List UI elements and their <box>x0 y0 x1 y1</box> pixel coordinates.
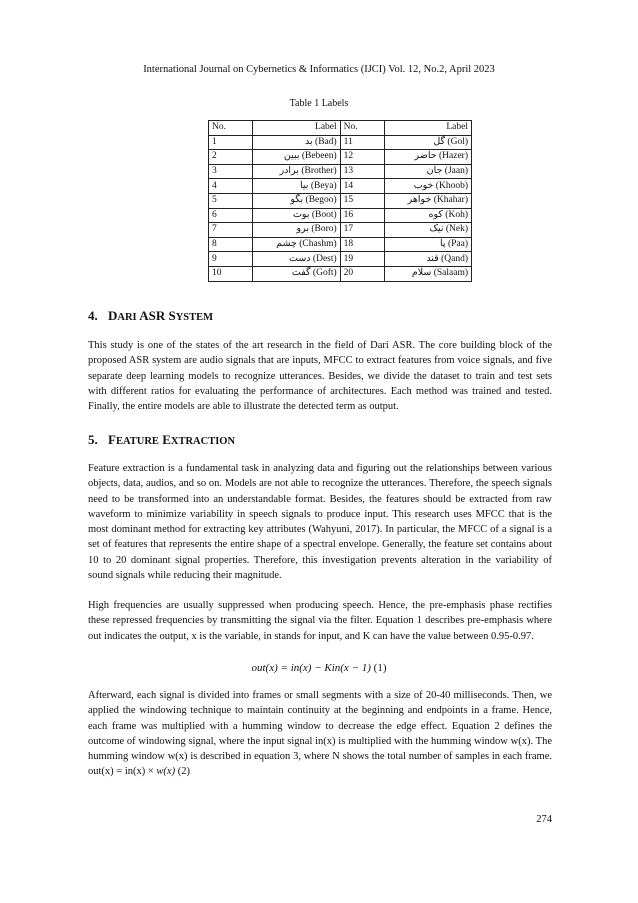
cell-label: کوه (Koh) <box>384 208 471 223</box>
cell-label: ببین (Bebeen) <box>253 150 341 165</box>
cell-no: 7 <box>209 223 253 238</box>
table-row <box>209 150 472 165</box>
cell-no: 13 <box>340 164 384 179</box>
header-label-1: Label <box>253 121 341 136</box>
labels-table <box>208 120 472 282</box>
heading-smallcaps: XTRACTION <box>170 436 236 447</box>
equation-1-body: out(x) = in(x) − Kin(x − 1) <box>251 662 371 674</box>
section-number: 5. <box>88 432 98 447</box>
heading-initial: D <box>108 308 118 323</box>
paragraph-3-text: Afterward, each signal is divided into frames or small segments with a size of 20-40 milliseconds. Then, we applied the windowing technique to maintain continuity at the beginning and endpoints in a frame. Hence, each frame was multiplied with a humming window to decrease the edge effect. Equation 2 defines the outcome of windowing signal, where the input signal in(x) is multiplied with the humming window w(x). The humming window w(x) is described in equation 3, where N shows the total number of samples in each frame. <box>88 690 552 763</box>
heading-initial: F <box>108 432 116 447</box>
cell-no: 18 <box>340 237 384 252</box>
cell-no: 12 <box>340 150 384 165</box>
cell-no: 3 <box>209 164 253 179</box>
heading-initial: S <box>168 308 176 323</box>
section-5-paragraph-1: Feature extraction is a fundamental task in analyzing data and figuring out the relationships between various objects, data, audios, and so on. Models are not able to recognize the utterances. Therefore, the speech signals need to be transformed into an understandable format. Besides, the features should be extracted from raw waveform to minimize variability in speech signals to produce input. This research uses MFCC that is the most dominant method for extracting key attributes (Wahyuni, 2017). In particular, the MFCC of a signal is a set of features that represents the entire shape of a spectral envelope. Generally, the feature set contains about 10 to 20 dominant signal properties. Therefore, this investigation prevents alteration in the variability of sound signals while reducing their magnitude. <box>88 463 552 582</box>
section-5-paragraph-3 <box>88 688 552 780</box>
table-row <box>209 252 472 267</box>
equation-2-label: (2) <box>177 766 190 778</box>
heading-smallcaps: YSTEM <box>175 312 214 323</box>
cell-no: 6 <box>209 208 253 223</box>
table-row <box>209 223 472 238</box>
cell-label: بد (Bad) <box>253 135 341 150</box>
cell-no: 16 <box>340 208 384 223</box>
table-caption: Table 1 Labels <box>289 98 349 109</box>
cell-no: 15 <box>340 193 384 208</box>
cell-no: 8 <box>209 237 253 252</box>
section-4-heading <box>88 308 213 324</box>
cell-label: خواهر (Khahar) <box>384 193 471 208</box>
section-5-heading <box>88 432 235 448</box>
heading-initial: E <box>162 432 171 447</box>
cell-no: 2 <box>209 150 253 165</box>
cell-no: 14 <box>340 179 384 194</box>
cell-label: قند (Qand) <box>384 252 471 267</box>
heading-smallcaps: ARI <box>117 312 137 323</box>
table-header-row <box>209 121 472 136</box>
table-row <box>209 266 472 281</box>
section-4-paragraph: This study is one of the states of the art research in the field of Dari ASR. The core building block of the proposed ASR system are audio signals that are inputs, MFCC to extract features from voice signals, and five separate deep learning models to recognize utterances. Besides, we divide the dataset to train and test sets with different ratios for evaluating the performance of architectures. Each method was trained and tested. Finally, the entire models are able to illustrate the detected term as output. <box>88 340 552 413</box>
cell-label: سلام (Salaam) <box>384 266 471 281</box>
cell-no: 19 <box>340 252 384 267</box>
cell-no: 20 <box>340 266 384 281</box>
cell-no: 5 <box>209 193 253 208</box>
cell-no: 17 <box>340 223 384 238</box>
cell-label: نیک (Nek) <box>384 223 471 238</box>
cell-no: 9 <box>209 252 253 267</box>
cell-label: جان (Jaan) <box>384 164 471 179</box>
equation-1 <box>0 662 638 674</box>
table-row <box>209 135 472 150</box>
heading-smallcaps: EATURE <box>115 436 159 447</box>
cell-no: 1 <box>209 135 253 150</box>
cell-label: بگو (Begoo) <box>253 193 341 208</box>
heading-word: ASR <box>139 308 166 323</box>
cell-label: پا (Paa) <box>384 237 471 252</box>
cell-label: خوب (Khoob) <box>384 179 471 194</box>
header-label-2: Label <box>384 121 471 136</box>
cell-label: چشم (Chashm) <box>253 237 341 252</box>
table-row <box>209 164 472 179</box>
cell-no: 10 <box>209 266 253 281</box>
header-no-1: No. <box>209 121 253 136</box>
cell-label: بیا (Beya) <box>253 179 341 194</box>
cell-label: گفت (Goft) <box>253 266 341 281</box>
equation-1-label: (1) <box>373 662 387 674</box>
cell-no: 11 <box>340 135 384 150</box>
page-number: 274 <box>536 814 552 825</box>
table-row <box>209 193 472 208</box>
table-row <box>209 179 472 194</box>
cell-no: 4 <box>209 179 253 194</box>
table-row <box>209 237 472 252</box>
cell-label: بوت (Boot) <box>253 208 341 223</box>
journal-header: International Journal on Cybernetics & Informatics (IJCI) Vol. 12, No.2, April 2023 <box>143 64 495 75</box>
cell-label: گل (Gol) <box>384 135 471 150</box>
table-row <box>209 208 472 223</box>
cell-label: دست (Dest) <box>253 252 341 267</box>
section-number: 4. <box>88 308 98 323</box>
cell-label: حاضر (Hazer) <box>384 150 471 165</box>
header-no-2: No. <box>340 121 384 136</box>
cell-label: برو (Boro) <box>253 223 341 238</box>
equation-2-right: w(x) <box>156 766 176 778</box>
section-5-paragraph-2: High frequencies are usually suppressed when producing speech. Hence, the pre-emphasis phase rectifies these repressed frequencies by transmitting the signal via the filter. Equation 1 describes pre-emphasis where out indicates the output, x is the variable, in stands for input, and K can have the value between 0.95-0.97. <box>88 600 552 642</box>
cell-label: برادر (Brother) <box>253 164 341 179</box>
equation-2-left: out(x) = in(x) × <box>88 766 157 778</box>
